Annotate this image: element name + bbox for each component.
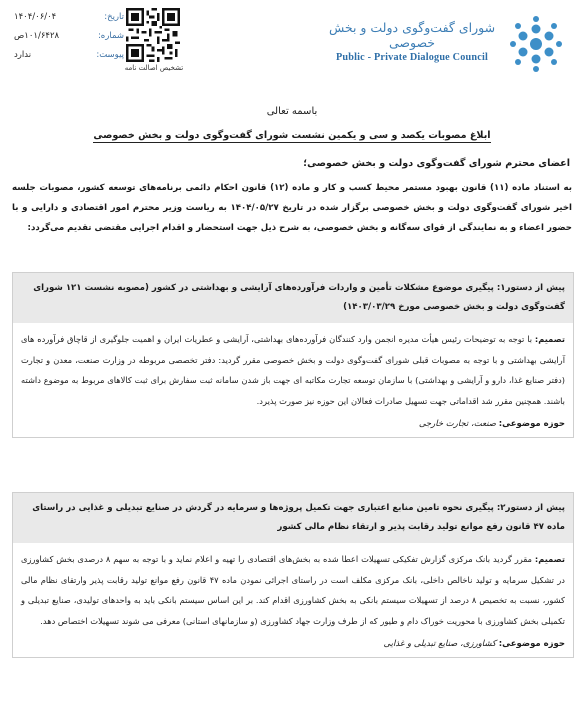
attachment-label: پیوست: (96, 50, 124, 60)
item-2-decision (13, 543, 573, 635)
item-1-topic (13, 415, 573, 437)
intro-paragraph: به استناد ماده (۱۱) قانون بهبود مستمر محیط کسب و کار و ماده (۱۲) قانون احکام دائمی برنامه‌های توسعه کشور، مصوبات جلسه اخیر شورای گفت‌وگوی دولت و بخش خصوصی برگزار شده در تاریخ ۱۴۰۴/۰۵/۲۷ به ریاست وزیر محترم امور اقتصادی و دارایی و با حضور اعضاء و به نمایندگی از قوای سه‌گانه و بخش خصوصی، به شرح ذیل جهت استحضار و اقدام اجرایی مقتضی تقدیم می‌گردد: (12, 183, 573, 233)
item-1-topic-label: حوزه موضوعی: (498, 419, 565, 429)
logo-persian-text: شورای گفت‌وگوی دولت و بخش خصوصی (328, 20, 496, 50)
item-1-decision-text: با توجه به توضیحات رئیس هیأت مدیره انجمن وارد کنندگان فرآورده‌های بهداشتی، آرایشی و عطریات ایران و اهمیت جلوگیری از قاچاق فرآورده های آرایشی بهداشتی و با توجه به مصوبات قبلی شورای گفت‌وگوی دولت و بخش خصوصی مقرر گردید: دفتر تخصصی مربوطه در وزارت صنعت، معدن و تجارت (دفتر صنایع غذا، دارو و آرایشی و بهداشتی) با سازمان توسعه تجارت مکاتبه ای جهت باز شدن سامانه ثبت سفارش برای ثبت کالاهای مربوط به موضوع داشته باشند. همچنین مقرر شد اقداماتی جهت تسهیل صادرات فعالان این حوزه نیز صورت پذیرد. (21, 334, 565, 406)
resolution-item-2 (12, 492, 574, 658)
logo-english-text: Public - Private Dialogue Council (335, 52, 489, 63)
item-2-topic (13, 635, 573, 657)
council-logo-text (316, 20, 508, 63)
date-value: ۱۴۰۴/۰۶/۰۴ (14, 12, 57, 22)
item-2-topic-value: کشاورزی، صنایع تبدیلی و غذایی (383, 639, 497, 649)
item-2-heading: پیش از دستور۲: پیگیری نحوه تامین منابع اعتباری جهت تکمیل پروژه‌ها و سرمایه در گردش در صنایع تبدیلی و غذایی در راستای ماده ۴۷ قانون رفع موانع تولید رقابت پذیر و ارتقاء نظام مالی کشور (13, 493, 573, 543)
letter-subject (10, 130, 574, 141)
resolution-item-1 (12, 272, 574, 438)
qr-code-icon[interactable] (126, 8, 180, 62)
item-1-decision (13, 323, 573, 415)
qr-caption: تشخیص اصالت نامه (124, 64, 184, 72)
item-1-topic-value: صنعت، تجارت خارجی (418, 419, 497, 429)
letter-meta (14, 8, 124, 65)
number-value: ۱۰۱/۶۴۲۸ص (14, 31, 60, 41)
item-1-heading: پیش از دستور۱: پیگیری موضوع مشکلات تأمین و واردات فرآورده‌های آرایشی و بهداشتی در کشور (مصوبه نشست ۱۲۱ شورای گفت‌وگوی دولت و بخش خصوصی مورخ ۱۴۰۳/۰۳/۲۹) (13, 273, 573, 323)
number-row (14, 27, 124, 46)
date-label: تاریخ: (104, 12, 124, 22)
item-1-decision-label: تصمیم: (534, 334, 565, 344)
attachment-row (14, 46, 124, 65)
council-emblem-icon (506, 14, 566, 74)
attachment-value: ندارد (14, 50, 32, 60)
item-2-decision-text: مقرر گردید بانک مرکزی گزارش تفکیکی تسهیلات اعطا شده به بخش‌های اقتصادی را تهیه و اعلام نماید و با توجه به سهم ۸ درصدی بخش کشاورزی در تشکیل سرمایه و تولید ناخالص داخلی، بانک مرکزی مکلف است در راستای اجرائی نمودن ماده ۴۷ قانون رفع موانع تولید رقابت پذیر وارتقای نظام مالی کشور، نسبت به تخصیص ۸ درصد از تسهیلات سیستم بانکی به بخش کشاورزی اقدام کند. بر این اساس سیستم بانکی باید به واحدهای تولیدی، صنایع تبدیلی و تکمیلی بخش کشاورزی با محوریت خوراک دام و طیور که از طرف وزارت جهاد کشاورزی (و سازمانهای استانی) معرفی می شوند تسهیلات اختصاص دهد. (21, 554, 565, 626)
salutation: اعضای محترم شورای گفت‌وگوی دولت و بخش خصوصی؛ (303, 158, 570, 169)
item-2-decision-label: تصمیم: (534, 554, 565, 564)
date-row (14, 8, 124, 27)
letter-subject-text: ابلاغ مصوبات یکصد و سی و یکمین نشست شورای گفت‌وگوی دولت و بخش خصوصی (93, 130, 491, 141)
basmala-heading: باسمه تعالی (266, 106, 318, 117)
number-label: شماره: (97, 31, 124, 41)
item-2-topic-label: حوزه موضوعی: (498, 639, 565, 649)
